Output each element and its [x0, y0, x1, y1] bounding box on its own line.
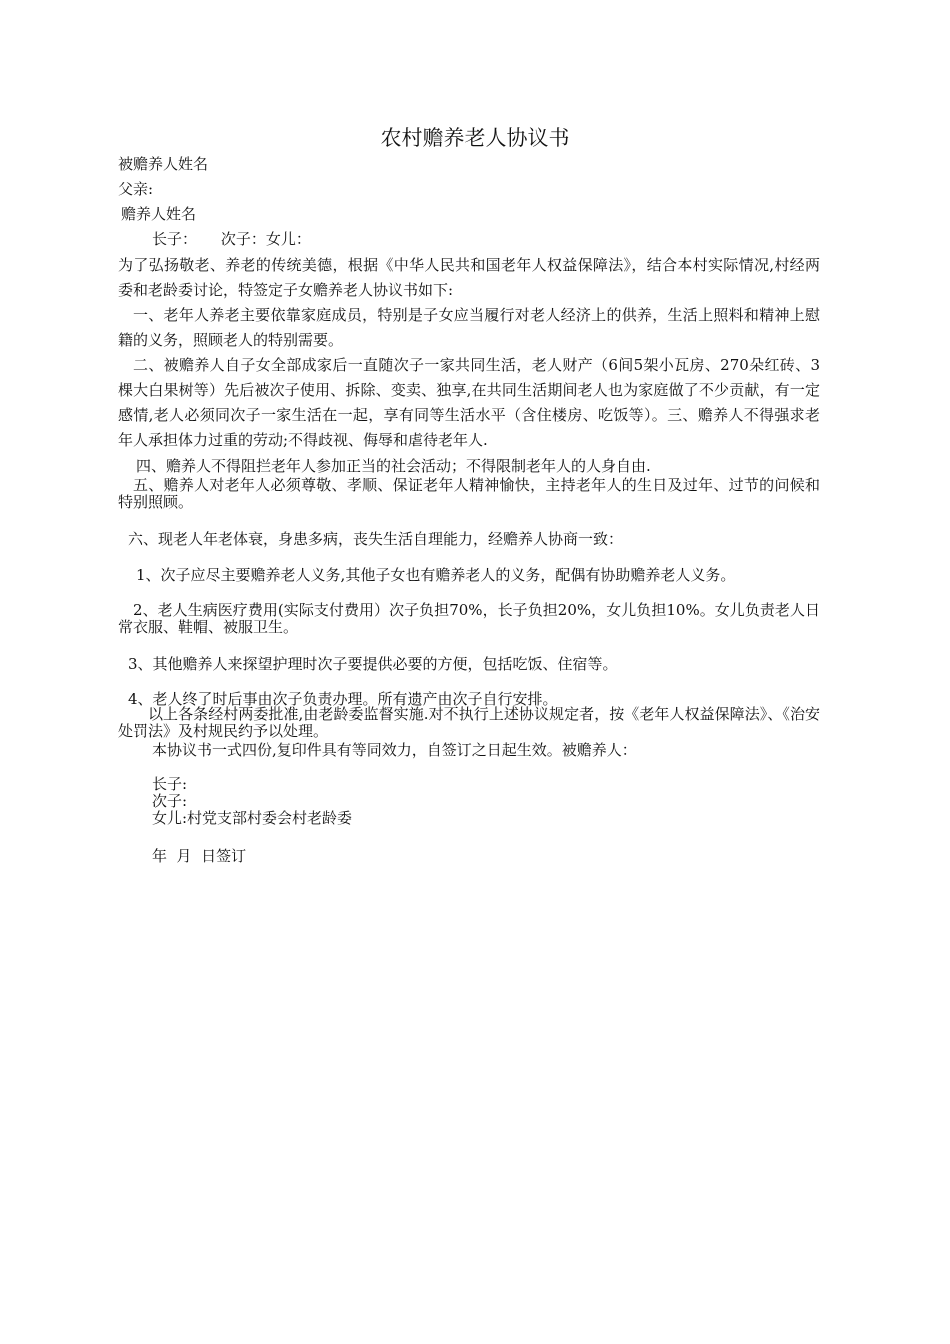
signature-eldest-son: 长子:	[152, 775, 188, 793]
supported-person-name-label: 被赡养人姓名	[118, 155, 209, 173]
clause-2-3-paragraph: 二、被赡养人自子女全部成家后一直随次子一家共同生活，老人财产（6间5架小瓦房、270朵红砖、3棵大白果树等）先后被次子使用、拆除、变卖、独享,在共同生活期间老人也为家庭做了不少贡献，有一定感情,老人必须同次子一家生活在一起，享有同等生活水平（含住楼房、吃饭等）。三、赡养人不得强求老年人承担体力过重的劳动;不得歧视、侮辱和虐待老年人.	[118, 356, 820, 449]
item-1-paragraph: 1、次子应尽主要赡养老人义务,其他子女也有赡养老人的义务，配偶有协助赡养老人义务。	[136, 566, 736, 584]
item-4-paragraph: 4、老人终了时后事由次子负责办理。所有遗产由次子自行安排。	[128, 690, 558, 708]
signature-date: 年 月 日签订	[152, 847, 247, 865]
clause-5-paragraph: 五、赡养人对老年人必须尊敬、孝顺、保证老年人精神愉快，主持老年人的生日及过年、过节的问候和特别照顾。	[118, 476, 820, 511]
clause-6-paragraph: 六、现老人年老体衰，身患多病，丧失生活自理能力，经赡养人协商一致：	[128, 530, 624, 548]
children-label: 长子： 次子：女儿：	[152, 230, 311, 248]
signature-second-son: 次子:	[152, 792, 188, 810]
item-2-paragraph: 2、老人生病医疗费用(实际支付费用）次子负担70%，长子负担20%，女儿负担10%。女儿负责老人日常衣服、鞋帽、被服卫生。	[118, 601, 820, 636]
signature-daughter-and-committees: 女儿:村党支部村委会村老龄委	[152, 809, 353, 827]
intro-paragraph: 为了弘扬敬老、养老的传统美德，根据《中华人民共和国老年人权益保障法》，结合本村实际情况,村经两委和老龄委讨论，特签定子女赡养老人协议书如下:	[118, 256, 820, 299]
father-label: 父亲:	[118, 180, 154, 198]
clause-1-paragraph: 一、老年人养老主要依靠家庭成员，特别是子女应当履行对老人经济上的供养，生活上照料和精神上慰籍的义务，照顾老人的特别需要。	[118, 306, 820, 349]
closing-1-paragraph: 以上各条经村两委批准,由老龄委监督实施.对不执行上述协议规定者，按《老年人权益保障法》、《治安处罚法》及村规民约予以处理。	[118, 705, 820, 740]
supporter-name-label: 赡养人姓名	[121, 205, 197, 223]
clause-4-paragraph: 四、赡养人不得阻拦老年人参加正当的社会活动；不得限制老年人的人身自由.	[136, 457, 651, 475]
document-title: 农村赡养老人协议书	[380, 126, 570, 150]
item-3-paragraph: 3、其他赡养人来探望护理时次子要提供必要的方便，包括吃饭、住宿等。	[128, 655, 618, 673]
closing-2-paragraph: 本协议书一式四份,复印件具有等同效力，自签订之日起生效。被赡养人：	[152, 741, 637, 759]
